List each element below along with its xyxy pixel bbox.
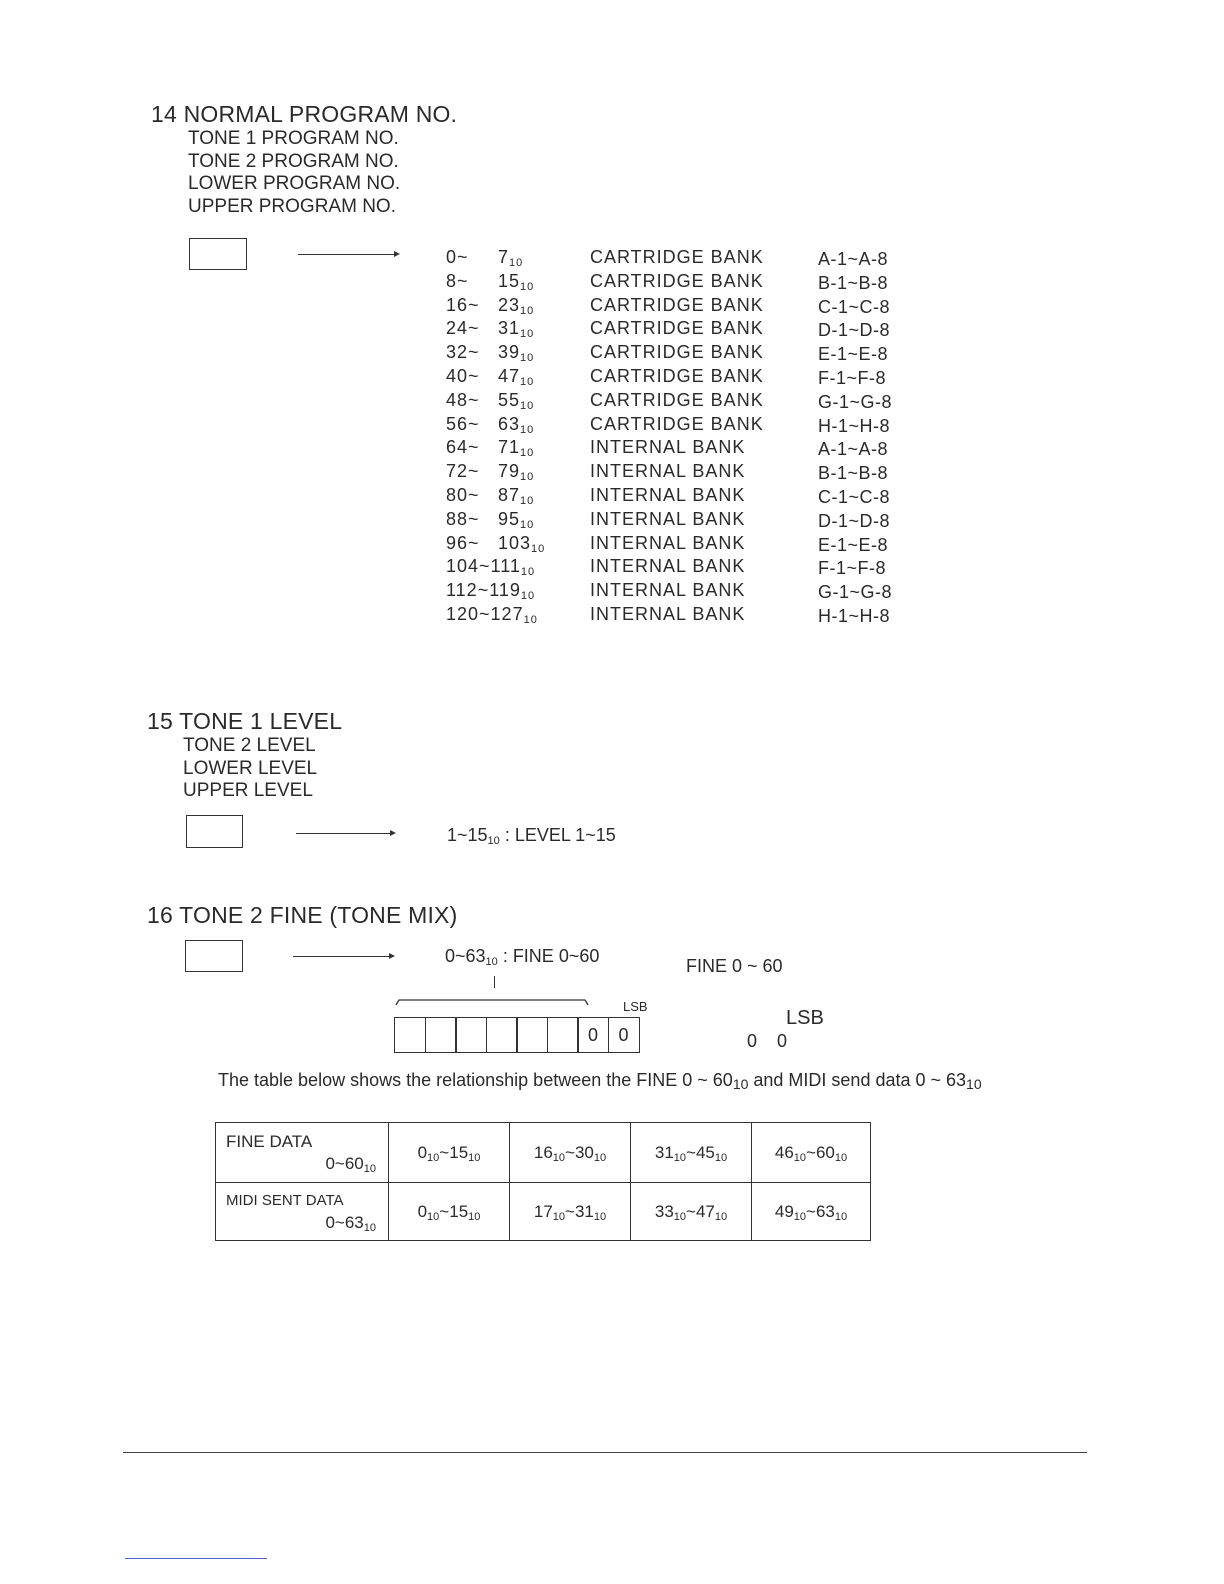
section-15-line: UPPER LEVEL [183, 780, 313, 801]
bank-range: C-1~C-8 [818, 296, 891, 317]
range-separator: ~ [686, 1201, 696, 1221]
value-from: 56~ [446, 413, 480, 434]
value-from: 48~ [446, 389, 480, 410]
side-bits: 0 0 [747, 1031, 788, 1051]
value-to: 119 [489, 580, 521, 601]
radix-subscript: 10 [834, 1210, 848, 1223]
program-value [446, 532, 556, 556]
cell-from: 31 [654, 1142, 674, 1162]
table-cell [510, 1123, 631, 1183]
cell-from: 0 [417, 1142, 428, 1162]
radix-subscript: 10 [552, 1151, 566, 1164]
program-value [446, 436, 556, 460]
radix-subscript: 10 [793, 1210, 807, 1223]
radix-subscript: 10 [673, 1151, 687, 1164]
program-value [446, 579, 556, 603]
radix-subscript: 10 [793, 1151, 807, 1164]
value-from: 64~ [446, 437, 480, 458]
section-14-line: UPPER PROGRAM NO. [188, 195, 396, 217]
bank-name: INTERNAL BANK [590, 556, 746, 577]
arrow-right-icon [293, 956, 393, 957]
value-from: 16~ [446, 294, 480, 315]
row-header-range: 0~63 [325, 1212, 364, 1232]
arrow-right-icon [296, 833, 394, 834]
section-14-lines [188, 128, 400, 218]
value-to: 31 [498, 318, 521, 339]
radix-subscript: 10 [520, 423, 535, 436]
note-text: The table below shows the relationship between the FINE 0 ~ 60 [218, 1070, 733, 1090]
bank-name: CARTRIDGE BANK [590, 389, 764, 410]
program-value [446, 317, 556, 341]
radix-subscript: 10 [487, 835, 500, 847]
program-value [446, 389, 556, 413]
bank-range: E-1~E-8 [818, 344, 889, 365]
bank-name: CARTRIDGE BANK [590, 247, 764, 267]
value-to: 127 [490, 603, 524, 624]
radix-subscript: 10 [427, 1151, 440, 1164]
data-byte-box [186, 815, 243, 848]
bank-range: F-1~F-8 [818, 367, 887, 388]
radix-subscript: 10 [468, 1210, 481, 1223]
value-to: 95 [498, 508, 521, 529]
section-14-line: TONE 2 PROGRAM NO. [188, 150, 399, 172]
bit-cell [486, 1017, 518, 1053]
radix-subscript: 10 [485, 956, 498, 968]
lsb-small-label: LSB [623, 999, 648, 1014]
data-byte-box [185, 940, 243, 972]
bank-name: INTERNAL BANK [590, 437, 746, 458]
cell-from: 16 [533, 1142, 553, 1162]
value-to: 39 [498, 342, 521, 363]
value-to: 71 [498, 437, 521, 458]
radix-subscript: 10 [834, 1151, 848, 1164]
radix-subscript: 10 [363, 1221, 376, 1234]
bank-name: INTERNAL BANK [590, 532, 746, 553]
table-cell [752, 1123, 871, 1183]
section-14-title: 14 NORMAL PROGRAM NO. [151, 101, 458, 127]
value-from: 32~ [446, 342, 480, 363]
level-range: 1~15 [447, 825, 488, 845]
table-cell [510, 1183, 631, 1241]
radix-subscript: 10 [966, 1076, 982, 1092]
section-15-lines [183, 735, 317, 803]
value-from: 120~ [446, 603, 491, 624]
range-separator: ~ [565, 1201, 575, 1221]
program-value [446, 294, 556, 318]
radix-subscript: 10 [593, 1151, 607, 1164]
data-byte-box [189, 238, 247, 270]
program-value [446, 270, 556, 294]
program-value [446, 246, 556, 270]
table-cell [389, 1123, 510, 1183]
cell-to: 47 [695, 1201, 715, 1221]
value-to: 23 [498, 294, 521, 315]
row-header-midi [216, 1183, 389, 1241]
bank-range: H-1~H-8 [818, 415, 891, 436]
bank-range: A-1~A-8 [818, 439, 889, 460]
range-separator: ~ [439, 1201, 450, 1221]
range-separator: ~ [686, 1142, 696, 1162]
bank-range: B-1~B-8 [818, 272, 889, 293]
fine-range: 0~63 [445, 946, 486, 966]
level-meaning: : LEVEL 1~15 [504, 825, 616, 845]
radix-subscript: 10 [552, 1210, 566, 1223]
radix-subscript: 10 [520, 304, 535, 317]
section-15-line: LOWER LEVEL [183, 757, 318, 779]
note-text: and MIDI send data 0 ~ 63 [748, 1070, 967, 1090]
value-to: 7 [498, 247, 510, 267]
range-separator: ~ [806, 1142, 816, 1162]
radix-subscript: 10 [520, 494, 535, 507]
value-to: 15 [498, 270, 521, 291]
radix-subscript: 10 [520, 280, 535, 293]
bank-range: A-1~A-8 [818, 249, 889, 269]
table-note [218, 1070, 982, 1091]
cell-from: 0 [417, 1201, 428, 1221]
bank-range: G-1~G-8 [818, 582, 893, 603]
cell-to: 30 [574, 1142, 594, 1162]
value-to: 47 [498, 365, 521, 386]
value-from: 40~ [446, 365, 480, 386]
program-value [446, 555, 556, 579]
table-row [216, 1123, 871, 1183]
bracket-icon [394, 996, 590, 1010]
value-from: 8~ [446, 270, 469, 291]
radix-subscript: 10 [673, 1210, 687, 1223]
table-cell [389, 1183, 510, 1241]
cell-to: 45 [695, 1142, 715, 1162]
arrow-right-icon [298, 254, 398, 255]
radix-subscript: 10 [520, 328, 535, 341]
table-cell [752, 1183, 871, 1241]
cell-to: 15 [449, 1201, 469, 1221]
value-to: 63 [498, 413, 521, 434]
bank-range: D-1~D-8 [818, 320, 891, 341]
value-from: 72~ [446, 461, 480, 482]
value-from: 0~ [446, 247, 469, 267]
fine-meaning: : FINE 0~60 [502, 946, 600, 966]
bit-cell [394, 1017, 426, 1053]
range-separator: ~ [806, 1201, 816, 1221]
value-from: 112~ [446, 580, 490, 601]
section-15-line: TONE 2 LEVEL [183, 735, 316, 756]
radix-subscript: 10 [520, 447, 535, 460]
cell-to: 63 [815, 1201, 835, 1221]
radix-subscript: 10 [593, 1210, 607, 1223]
radix-subscript: 10 [732, 1076, 749, 1092]
bank-name: INTERNAL BANK [590, 461, 746, 482]
bank-range: G-1~G-8 [818, 391, 893, 412]
cell-from: 17 [533, 1201, 553, 1221]
radix-subscript: 10 [714, 1151, 728, 1164]
bank-column [590, 246, 764, 627]
value-to: 103 [498, 532, 532, 553]
bank-name: CARTRIDGE BANK [590, 270, 764, 291]
program-value [446, 603, 556, 627]
value-to: 87 [498, 484, 521, 505]
bank-range: D-1~D-8 [818, 510, 891, 531]
value-from: 96~ [446, 532, 480, 553]
program-value [446, 508, 556, 532]
table-row [216, 1183, 871, 1241]
program-value [446, 460, 556, 484]
bank-name: CARTRIDGE BANK [590, 413, 764, 434]
cell-from: 49 [774, 1201, 794, 1221]
cell-to: 60 [815, 1142, 835, 1162]
bit-cell [547, 1017, 579, 1053]
program-value [446, 341, 556, 365]
value-from: 104~ [446, 556, 491, 577]
fine-mapping [445, 946, 599, 967]
range-separator: ~ [439, 1142, 450, 1162]
bank-range: B-1~B-8 [818, 463, 889, 484]
table-cell [631, 1123, 752, 1183]
program-value [446, 413, 556, 437]
value-to: 79 [498, 461, 521, 482]
radix-subscript: 10 [714, 1210, 728, 1223]
bank-range: F-1~F-8 [818, 558, 887, 579]
value-to: 111 [490, 556, 521, 577]
radix-subscript: 10 [531, 542, 546, 555]
bit-cell: 0 [577, 1017, 609, 1053]
row-header-range: 0~60 [325, 1153, 364, 1173]
bank-name: CARTRIDGE BANK [590, 318, 764, 339]
fine-midi-table [215, 1122, 871, 1241]
radix-subscript: 10 [520, 471, 535, 484]
page-footer-rule [123, 1452, 1087, 1453]
radix-subscript: 10 [427, 1210, 440, 1223]
fine-side-label: FINE 0 ~ 60 [686, 956, 783, 976]
cell-from: 46 [774, 1142, 794, 1162]
bit-cell [425, 1017, 457, 1053]
bit-cell: 0 [608, 1017, 640, 1053]
radix-subscript: 10 [520, 518, 535, 531]
bank-range-column [818, 248, 892, 629]
program-value [446, 484, 556, 508]
radix-subscript: 10 [509, 257, 524, 269]
bank-range: E-1~E-8 [818, 534, 889, 555]
lsb-label: LSB [786, 1007, 824, 1029]
bit-row [394, 1017, 640, 1053]
value-to: 55 [498, 389, 521, 410]
bit-cell [516, 1017, 548, 1053]
section-15-title: 15 TONE 1 LEVEL [147, 708, 343, 734]
value-from: 88~ [446, 508, 480, 529]
bank-name: CARTRIDGE BANK [590, 294, 764, 315]
radix-subscript: 10 [468, 1151, 481, 1164]
radix-subscript: 10 [520, 399, 535, 412]
value-from: 24~ [446, 318, 480, 339]
radix-subscript: 10 [520, 566, 536, 579]
row-header-label: MIDI SENT DATA [226, 1191, 344, 1209]
level-mapping [447, 825, 616, 846]
tick-mark [494, 976, 495, 988]
bank-name: CARTRIDGE BANK [590, 365, 764, 386]
radix-subscript: 10 [520, 352, 535, 365]
footer-link-underline [125, 1558, 267, 1559]
bank-name: INTERNAL BANK [590, 484, 746, 505]
cell-from: 33 [654, 1201, 674, 1221]
program-value [446, 365, 556, 389]
section-14-line: TONE 1 PROGRAM NO. [188, 128, 399, 149]
radix-subscript: 10 [363, 1162, 376, 1175]
bank-name: INTERNAL BANK [590, 508, 746, 529]
bank-name: CARTRIDGE BANK [590, 342, 764, 363]
section-14-line: LOWER PROGRAM NO. [188, 173, 401, 194]
bit-cell [455, 1017, 487, 1053]
row-header-fine [216, 1123, 389, 1183]
value-from: 80~ [446, 484, 480, 505]
table-cell [631, 1183, 752, 1241]
bank-name: INTERNAL BANK [590, 603, 746, 624]
cell-to: 15 [449, 1142, 469, 1162]
row-header-label: FINE DATA [226, 1131, 313, 1151]
bank-range: H-1~H-8 [818, 605, 891, 626]
radix-subscript: 10 [520, 590, 536, 603]
cell-to: 31 [574, 1201, 594, 1221]
section-16-title: 16 TONE 2 FINE (TONE MIX) [147, 902, 458, 928]
radix-subscript: 10 [523, 613, 538, 626]
radix-subscript: 10 [520, 375, 535, 388]
bank-range: C-1~C-8 [818, 486, 891, 507]
range-separator: ~ [565, 1142, 575, 1162]
program-value-column [446, 246, 556, 627]
bank-name: INTERNAL BANK [590, 580, 746, 601]
